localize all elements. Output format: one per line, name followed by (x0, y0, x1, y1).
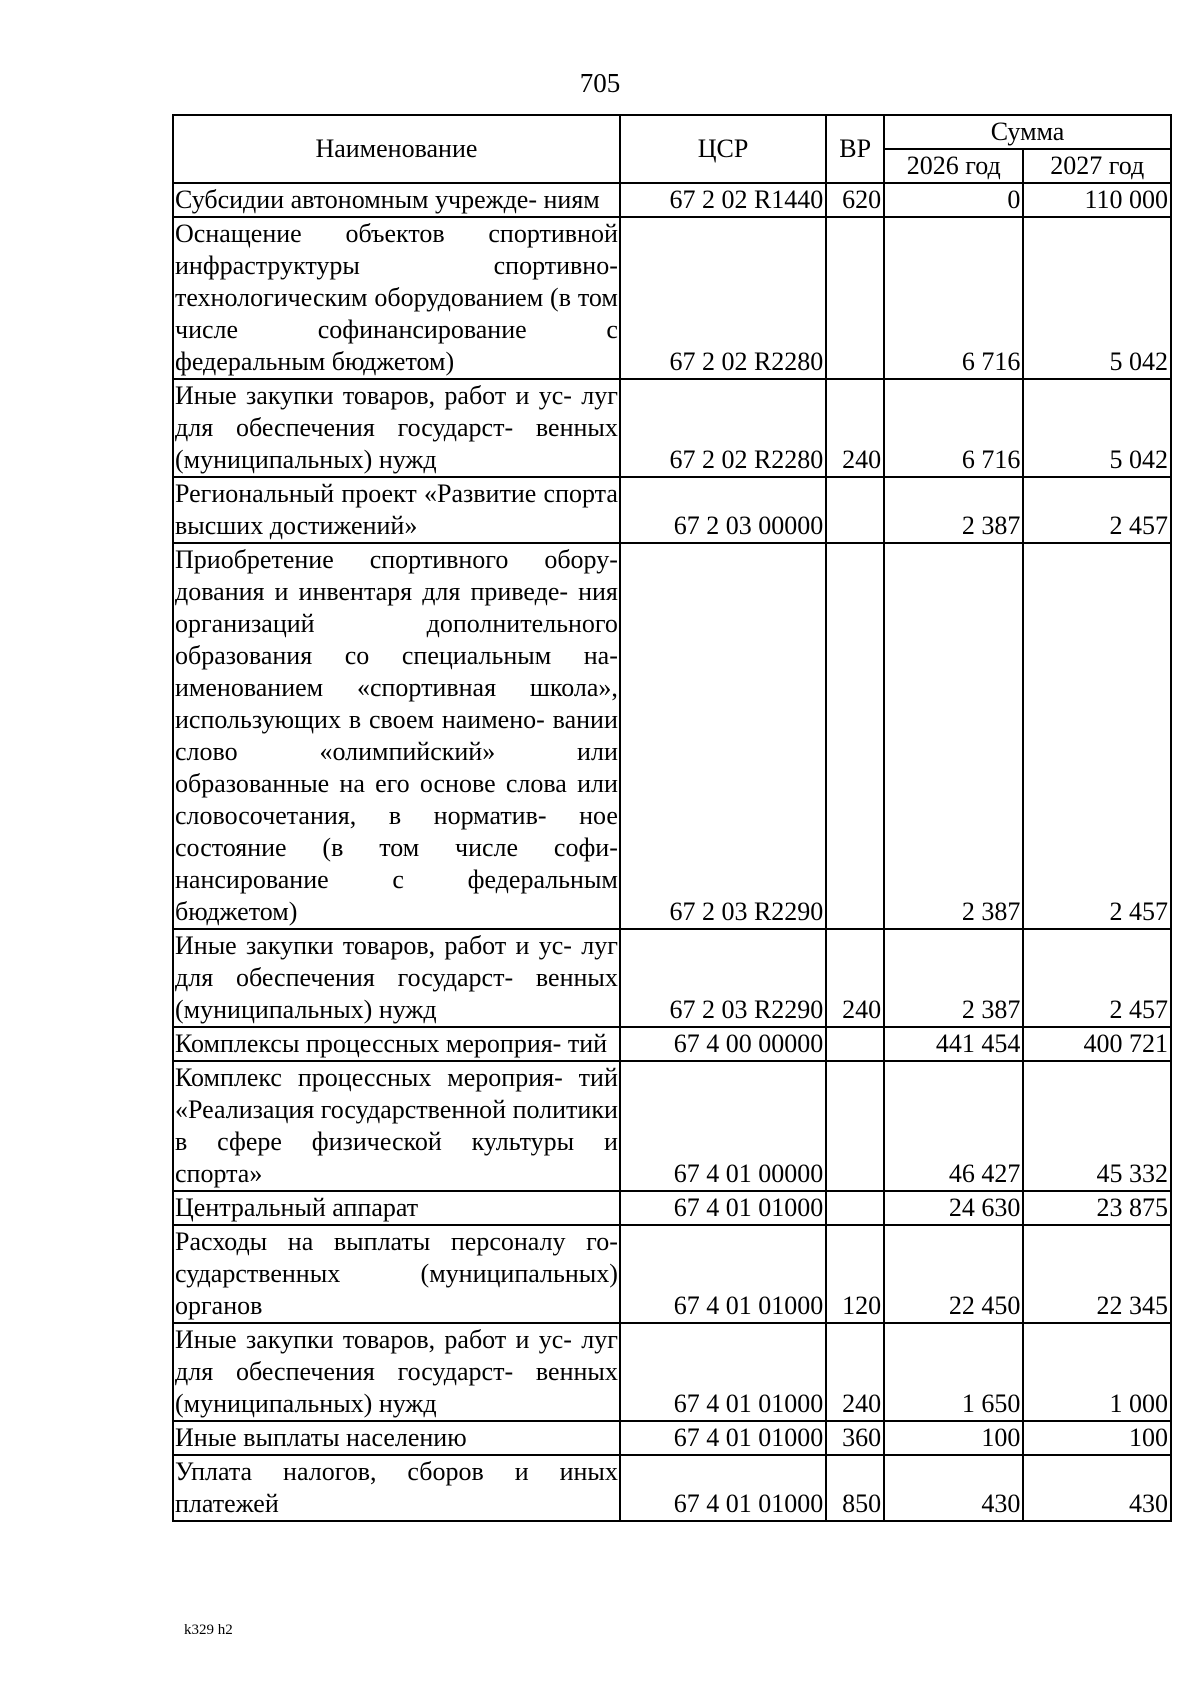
row-name: Уплата налогов, сборов и иных платежей (173, 1455, 620, 1521)
header-vr: ВР (826, 115, 884, 183)
row-name: Иные закупки товаров, работ и ус- луг для обеспечения государст- венных (муниципальных) нужд (173, 1323, 620, 1421)
row-sum-2027: 23 875 (1023, 1191, 1171, 1225)
row-sum-2027: 100 (1023, 1421, 1171, 1455)
row-sum-2026: 22 450 (884, 1225, 1023, 1323)
row-name: Оснащение объектов спортивной инфраструктуры спортивно- технологическим оборудованием (в том числе софинансирование с федеральным бюджетом) (173, 217, 620, 379)
table-row (173, 477, 1171, 543)
row-sum-2026: 2 387 (884, 543, 1023, 929)
table-row (173, 929, 1171, 1027)
table-row (173, 1191, 1171, 1225)
row-csr: 67 2 03 R2290 (620, 543, 826, 929)
row-csr: 67 2 02 R2280 (620, 379, 826, 477)
row-name: Региональный проект «Развитие спорта высших достижений» (173, 477, 620, 543)
row-sum-2026: 24 630 (884, 1191, 1023, 1225)
table-row (173, 543, 1171, 929)
row-vr: 240 (826, 379, 884, 477)
table-row (173, 183, 1171, 217)
row-name: Иные закупки товаров, работ и ус- луг для обеспечения государст- венных (муниципальных) нужд (173, 929, 620, 1027)
row-sum-2027: 400 721 (1023, 1027, 1171, 1061)
row-sum-2026: 1 650 (884, 1323, 1023, 1421)
row-csr: 67 4 01 01000 (620, 1225, 826, 1323)
row-vr: 240 (826, 929, 884, 1027)
row-csr: 67 4 01 00000 (620, 1061, 826, 1191)
row-name: Субсидии автономным учрежде- ниям (173, 183, 620, 217)
row-sum-2026: 430 (884, 1455, 1023, 1521)
row-sum-2027: 2 457 (1023, 477, 1171, 543)
row-vr (826, 1061, 884, 1191)
row-name: Комплекс процессных мероприя- тий «Реализация государственной политики в сфере физической культуры и спорта» (173, 1061, 620, 1191)
table-row (173, 1027, 1171, 1061)
row-csr: 67 4 01 01000 (620, 1323, 826, 1421)
row-name: Комплексы процессных мероприя- тий (173, 1027, 620, 1061)
row-vr: 120 (826, 1225, 884, 1323)
footer-code: k329 h2 (184, 1622, 233, 1638)
row-sum-2026: 2 387 (884, 929, 1023, 1027)
row-sum-2026: 0 (884, 183, 1023, 217)
row-vr: 850 (826, 1455, 884, 1521)
table-row (173, 1323, 1171, 1421)
row-sum-2027: 430 (1023, 1455, 1171, 1521)
row-sum-2027: 45 332 (1023, 1061, 1171, 1191)
row-csr: 67 4 01 01000 (620, 1191, 826, 1225)
row-vr (826, 1027, 884, 1061)
header-csr: ЦСР (620, 115, 826, 183)
table-header (173, 115, 1171, 183)
row-sum-2027: 110 000 (1023, 183, 1171, 217)
row-csr: 67 4 01 01000 (620, 1455, 826, 1521)
row-sum-2026: 46 427 (884, 1061, 1023, 1191)
table-row (173, 217, 1171, 379)
table-row (173, 1421, 1171, 1455)
row-vr (826, 217, 884, 379)
row-csr: 67 2 03 R2290 (620, 929, 826, 1027)
row-vr (826, 543, 884, 929)
table-body (173, 183, 1171, 1521)
row-vr (826, 477, 884, 543)
row-name: Иные выплаты населению (173, 1421, 620, 1455)
row-sum-2026: 6 716 (884, 217, 1023, 379)
row-vr (826, 1191, 884, 1225)
row-csr: 67 2 03 00000 (620, 477, 826, 543)
page-number: 705 (579, 68, 621, 98)
row-sum-2027: 2 457 (1023, 929, 1171, 1027)
header-name: Наименование (173, 115, 620, 183)
row-vr: 240 (826, 1323, 884, 1421)
table-row (173, 1061, 1171, 1191)
header-year-2027: 2027 год (1023, 149, 1171, 183)
table-row (173, 379, 1171, 477)
row-csr: 67 2 02 R2280 (620, 217, 826, 379)
row-sum-2026: 6 716 (884, 379, 1023, 477)
header-sum: Сумма (884, 115, 1171, 149)
row-vr: 620 (826, 183, 884, 217)
row-sum-2026: 441 454 (884, 1027, 1023, 1061)
table-row (173, 1225, 1171, 1323)
row-sum-2027: 2 457 (1023, 543, 1171, 929)
row-sum-2027: 1 000 (1023, 1323, 1171, 1421)
row-vr: 360 (826, 1421, 884, 1455)
row-sum-2027: 22 345 (1023, 1225, 1171, 1323)
row-name: Приобретение спортивного обору- дования и инвентаря для приведе- ния организаций дополнительного образования со специальным на- именованием «спортивная школа», использующих в своем наимено- вании слово «олимпийский» или образованные на его основе слова или словосочетания, в норматив- ное состояние (в том числе софи- нансирование с федеральным бюджетом) (173, 543, 620, 929)
budget-table (172, 114, 1172, 1522)
row-sum-2027: 5 042 (1023, 379, 1171, 477)
row-csr: 67 2 02 R1440 (620, 183, 826, 217)
row-name: Центральный аппарат (173, 1191, 620, 1225)
row-name: Иные закупки товаров, работ и ус- луг для обеспечения государст- венных (муниципальных) нужд (173, 379, 620, 477)
row-sum-2026: 2 387 (884, 477, 1023, 543)
row-sum-2026: 100 (884, 1421, 1023, 1455)
row-sum-2027: 5 042 (1023, 217, 1171, 379)
row-csr: 67 4 01 01000 (620, 1421, 826, 1455)
row-csr: 67 4 00 00000 (620, 1027, 826, 1061)
header-year-2026: 2026 год (884, 149, 1023, 183)
table-row (173, 1455, 1171, 1521)
row-name: Расходы на выплаты персоналу го- сударственных (муниципальных) органов (173, 1225, 620, 1323)
